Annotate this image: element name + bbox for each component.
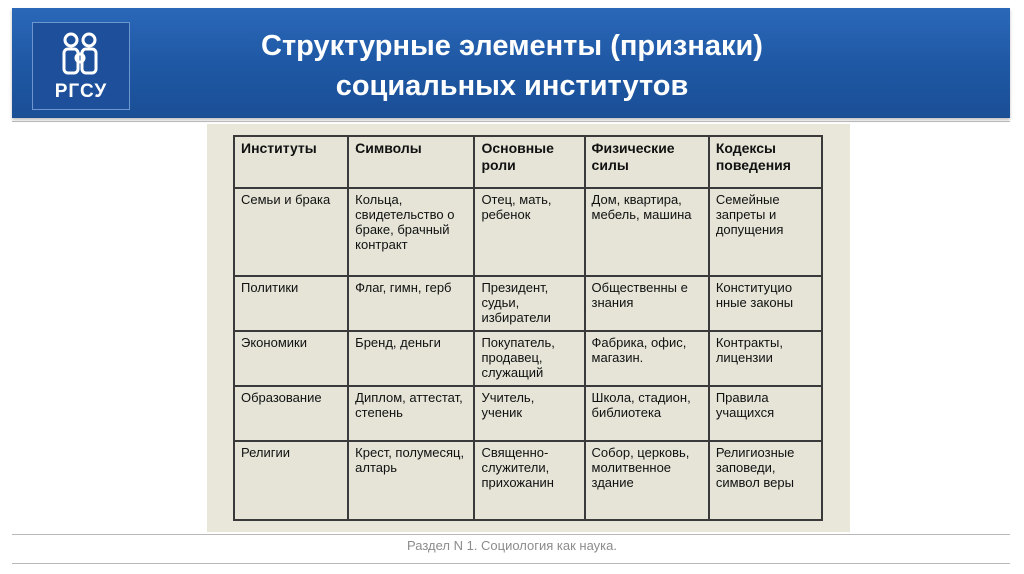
table-row	[234, 331, 822, 386]
slide-title	[152, 26, 872, 106]
title-line-1: Структурные элементы (признаки)	[261, 30, 763, 62]
table-cell: Дом, квартира, мебель, машина	[585, 188, 709, 276]
table-header-row	[234, 136, 822, 188]
table-cell: Кольца, свидетельство о браке, брачный контракт	[348, 188, 474, 276]
table-cell: Президент, судьи, избиратели	[474, 276, 584, 331]
header-cell: Символы	[348, 136, 474, 188]
table-cell: Контракты, лицензии	[709, 331, 822, 386]
table-cell: Школа, стадион, библиотека	[585, 386, 709, 441]
table-cell: Семейные запреты и допущения	[709, 188, 822, 276]
table-cell: Крест, полумесяц, алтарь	[348, 441, 474, 520]
table-row	[234, 441, 822, 520]
people-logo-icon	[59, 31, 103, 77]
table-cell: Собор, церковь, молитвенное здание	[585, 441, 709, 520]
divider-footer	[12, 563, 1010, 564]
table-cell: Экономики	[234, 331, 348, 386]
title-line-2: социальных институтов	[335, 70, 689, 102]
table-cell: Религии	[234, 441, 348, 520]
table-cell: Диплом, аттестат, степень	[348, 386, 474, 441]
table-cell: Фабрика, офис, магазин.	[585, 331, 709, 386]
table-cell: Политики	[234, 276, 348, 331]
table-row	[234, 276, 822, 331]
header-banner	[12, 8, 1010, 118]
table-row	[234, 386, 822, 441]
table-cell: Образование	[234, 386, 348, 441]
table-cell: Правила учащихся	[709, 386, 822, 441]
header-cell: Кодексы поведения	[709, 136, 822, 188]
header-cell: Институты	[234, 136, 348, 188]
footer-text: Раздел N 1. Социология как наука.	[407, 538, 617, 553]
header-cell: Физические силы	[585, 136, 709, 188]
table-cell: Отец, мать, ребенок	[474, 188, 584, 276]
logo-text: РГСУ	[54, 81, 108, 102]
header-cell: Основные роли	[474, 136, 584, 188]
table-cell: Священно-служители, прихожанин	[474, 441, 584, 520]
table-cell: Флаг, гимн, герб	[348, 276, 474, 331]
table-cell: Бренд, деньги	[348, 331, 474, 386]
university-logo	[32, 22, 130, 110]
table-cell: Конституцио нные законы	[709, 276, 822, 331]
divider-top	[12, 121, 1010, 122]
table-row	[234, 188, 822, 276]
table-cell: Покупатель, продавец, служащий	[474, 331, 584, 386]
table-cell: Учитель, ученик	[474, 386, 584, 441]
table-panel	[207, 124, 850, 532]
institutions-table	[233, 135, 823, 521]
divider-bottom	[12, 534, 1010, 535]
table-cell: Общественны е знания	[585, 276, 709, 331]
table-cell: Религиозные заповеди, символ веры	[709, 441, 822, 520]
table-cell: Семьи и брака	[234, 188, 348, 276]
